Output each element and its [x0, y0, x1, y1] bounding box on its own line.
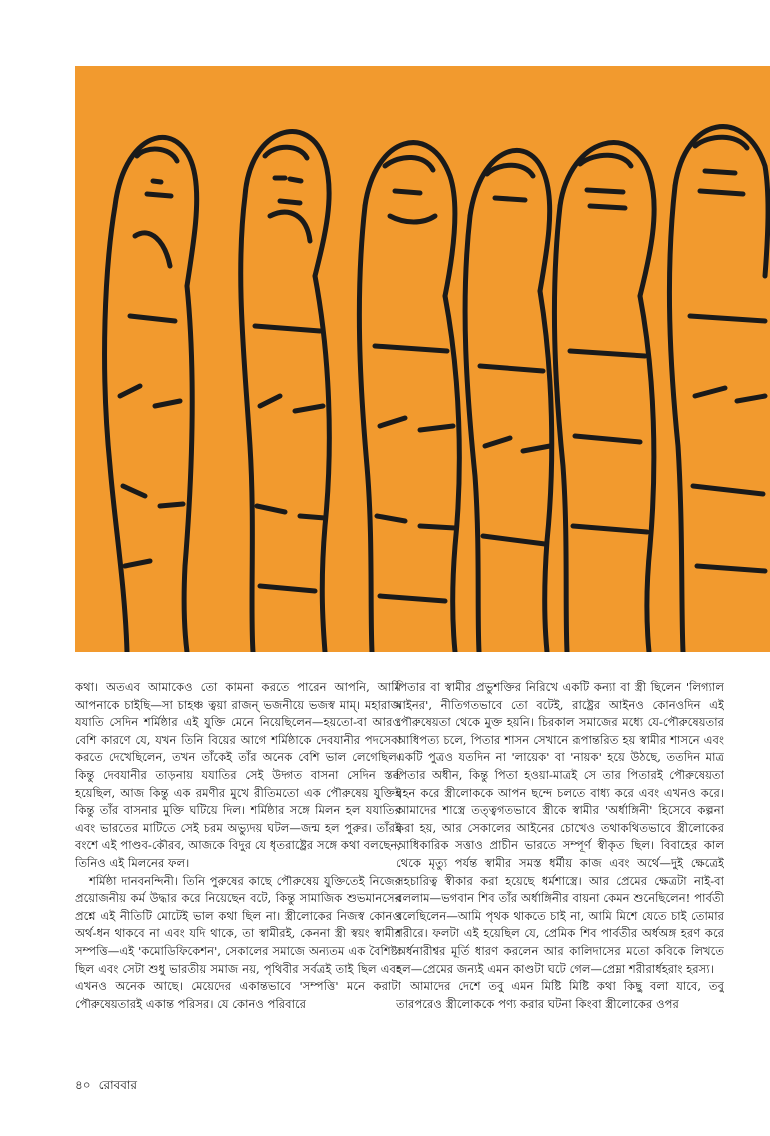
article-paragraph: কথা। অতএব আমাকেও তো কামনা করতে পারেন আপনি, আমি আপনাকে চাইছি—সা চাহঞ্চ ত্বয়া রাজন্ ভজনীয়ে ভজস্ব মাম্। মহারাজ যযাতি সেদিন শর্মিষ্ঠার এই যুক্তি মেনে নিয়েছিলেন—হয়তো-বা আরও বেশি কারণে যে, যখন তিনি বিয়ের আগে শর্মিষ্ঠাকে দেবযানীর পদসেবা করতে দেখেছিলেন, তখন তাঁকেই তাঁর অনেক বেশি ভাল লেগেছিল। কিন্তু দেবযানীর তাড়নায় যযাতির সেই উদ্গত বাসনা সেদিন স্তব্ধ হয়েছিল, আজ কিন্তু এক রমণীর মুখে রীতিমতো এক পৌরুষেয় যুক্তিই কিন্তু তাঁর বাসনার মুক্তি ঘটিয়ে দিল। শর্মিষ্ঠার সঙ্গে মিলন হল যযাতির এবং ভারতের মাটিতে সেই চরম অভ্যুদয় ঘটল—জন্ম হল পুরুর। তাঁরই বংশে এই পাণ্ডব-কৌরব, আজকে বিদুর যে ধৃতরাষ্ট্রের সঙ্গে কথা বলছেন, তিনিও এই মিলনের ফল। [75, 680, 401, 870]
article-paragraph: আমাদের দেশে তবু এমন মিষ্টি মিষ্টি কথা কিছু বলা যাবে, তবু তারপরেও স্ত্রীলোককে পণ্য করার ঘটনা কিংবা স্ত্রীলোকের ওপর [396, 979, 724, 1011]
page-number: ৪০ [75, 1078, 91, 1092]
article-paragraph: শর্মিষ্ঠা দানবনন্দিনী। তিনি পুরুষের কাছে পৌরুষেয় যুক্তিতেই নিজের প্রয়োজনীয় কর্ম উদ্ধার করে নিয়েছেন বটে, কিন্তু সামাজিক শুভমানসের প্রশ্নে এই নীতিটি মোটেই ভাল কথা ছিল না। স্ত্রীলোকের নিজস্ব কোনও অর্থ-ধন থাকবে না এবং যদি থাকে, তা স্বামীরই, কেননা স্ত্রী স্বয়ং স্বামীর সম্পত্তি—এই 'কমোডিফিকেশন', সেকালের সমাজে অন্যতম এক বৈশিষ্ট্য ছিল এবং সেটা শুধু ভারতীয় সমাজ নয়, পৃথিবীর সর্বত্রই তাই ছিল এবং এখনও অনেক আছে। মেয়েদের একান্তভাবে 'সম্পত্তি' মনে করাটা পৌরুষেয়তারই একান্ত পরিসর। যে কোনও পরিবারে [75, 873, 401, 1011]
page-footer [75, 1077, 137, 1097]
women-group-drawing [75, 66, 770, 652]
article-paragraph: পিতার বা স্বামীর প্রভুশক্তির নিরিখে একটি কন্যা বা স্ত্রী ছিলেন 'লিগ্যাল মাইনর', নীতিগতভাবে তো বটেই, রাষ্ট্রের আইনও কোনওদিন এই পৌরুষেয়তা থেকে মুক্ত হয়নি। চিরকাল সমাজের মধ্যে যে-পৌরুষেয়তার আধিপত্য চলে, পিতার শাসন সেখানে রূপান্তরিত হয় স্বামীর শাসনে এবং একটি পুত্রও যতদিন না 'লায়েক' বা 'নায়ক' হয়ে উঠছে, ততদিন মাত্র পিতার অধীন, কিন্তু পিতা হওয়া-মাত্রই সে তার পিতারই পৌরুষেয়তা বহন করে স্ত্রীলোককে আপন ছন্দে চলতে বাধ্য করে এবং এখনও করে। আমাদের শাস্ত্রে তত্ত্বগতভাবে স্ত্রীকে স্বামীর 'অর্ধাঙ্গিনী' হিসেবে কল্পনা করা হয়, আর সেকালের আইনের চোখেও তথাকথিতভাবে স্ত্রীলোকের আধিকারিক সত্তাও প্রাচীন ভারতে সম্পূর্ণ স্বীকৃত ছিল। বিবাহের কাল থেকে মৃত্যু পর্যন্ত স্বামীর সমস্ত ধর্মীয় কাজ এবং অর্থে—দুই ক্ষেত্রেই সহচারিত্ব স্বীকার করা হয়েছে ধর্মশাস্ত্রে। আর প্রেমের ক্ষেত্রটা নাই-বা বললাম—ভগবান শিব তাঁর অর্ধাঙ্গিনীর বায়না কেমন শুনেছিলেন! পার্বতী বলেছিলেন—আমি পৃথক থাকতে চাই না, আমি মিশে যেতে চাই তোমার শরীরে। ফলটা এই হয়েছিল যে, প্রেমিক শিব পার্বতীর অর্ধঅঙ্গ হরণ করে অর্ধনারীশ্বর মূর্তি ধারণ করলেন আর কালিদাসের মতো কবিকে লিখতে হল—প্রেমের জন্যই এমন কাণ্ডটা ঘটে গেল—প্রেম্না শরীরার্ধহরাং হরস্য। [396, 680, 724, 976]
illustration-panel [75, 66, 770, 652]
magazine-name: রোববার [98, 1078, 137, 1092]
article-column-left [75, 679, 401, 1059]
article-column-right [396, 679, 724, 1079]
